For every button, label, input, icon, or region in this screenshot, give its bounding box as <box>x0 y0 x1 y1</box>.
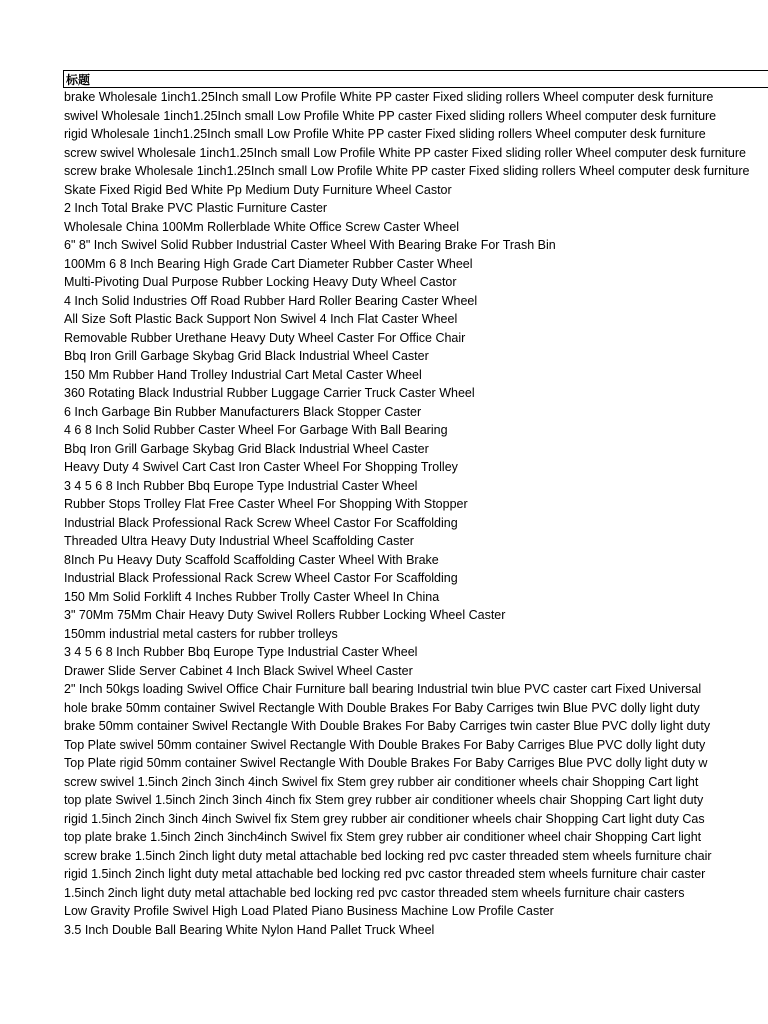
table-row[interactable]: 3 4 5 6 8 Inch Rubber Bbq Europe Type Industrial Caster Wheel <box>64 478 418 493</box>
table-row[interactable]: brake 50mm container Swivel Rectangle With Double Brakes For Baby Carriges twin caster Blue PVC dolly light duty <box>64 719 711 733</box>
table-row[interactable]: screw brake 1.5inch 2inch light duty metal attachable bed locking red pvc caster threaded stem wheels furniture chair <box>64 848 712 863</box>
table-row[interactable]: Industrial Black Professional Rack Screw Wheel Castor For Scaffolding <box>64 515 458 530</box>
table-row[interactable]: rigid 1.5inch 2inch light duty metal attachable bed locking red pvc castor threaded stem wheels furniture chair caster <box>64 867 706 881</box>
table-row[interactable]: hole brake 50mm container Swivel Rectangle With Double Brakes For Baby Carriges twin Blue PVC dolly light duty <box>64 700 700 715</box>
table-row[interactable]: 2 Inch Total Brake PVC Plastic Furniture Caster <box>64 201 328 215</box>
table-row[interactable]: screw swivel Wholesale 1inch1.25Inch small Low Profile White PP caster Fixed sliding roller Wheel computer desk furniture <box>64 145 746 160</box>
table-row[interactable]: 150mm industrial metal casters for rubber trolleys <box>64 626 338 641</box>
table-row[interactable]: screw swivel 1.5inch 2inch 3inch 4inch Swivel fix Stem grey rubber air conditioner wheels chair Shopping Cart light <box>64 774 699 789</box>
table-row[interactable]: rigid Wholesale 1inch1.25Inch small Low Profile White PP caster Fixed sliding rollers Wheel computer desk furniture <box>64 127 706 141</box>
spreadsheet <box>63 70 768 939</box>
table-row[interactable]: 6 Inch Garbage Bin Rubber Manufacturers Black Stopper Caster <box>64 404 422 419</box>
table-row[interactable]: 8Inch Pu Heavy Duty Scaffold Scaffolding Caster Wheel With Brake <box>64 552 439 567</box>
table-row[interactable]: Rubber Stops Trolley Flat Free Caster Wheel For Shopping With Stopper <box>64 497 468 511</box>
table-row[interactable]: Top Plate swivel 50mm container Swivel Rectangle With Double Brakes For Baby Carriges Blue PVC dolly light duty <box>64 737 706 752</box>
table-row[interactable]: Threaded Ultra Heavy Duty Industrial Wheel Scaffolding Caster <box>64 534 414 548</box>
table-row[interactable]: Wholesale China 100Mm Rollerblade White Office Screw Caster Wheel <box>64 219 460 234</box>
table-row[interactable]: swivel Wholesale 1inch1.25Inch small Low Profile White PP caster Fixed sliding rollers Wheel computer desk furniture <box>64 108 717 123</box>
table-row[interactable]: 2" Inch 50kgs loading Swivel Office Chair Furniture ball bearing Industrial twin blue PVC caster cart Fixed Universal <box>64 682 702 696</box>
table-row[interactable]: 360 Rotating Black Industrial Rubber Luggage Carrier Truck Caster Wheel <box>64 386 475 400</box>
table-row[interactable]: Multi-Pivoting Dual Purpose Rubber Locking Heavy Duty Wheel Castor <box>64 275 457 289</box>
table-row[interactable]: All Size Soft Plastic Back Support Non Swivel 4 Inch Flat Caster Wheel <box>64 312 458 326</box>
table-row[interactable]: 1.5inch 2inch light duty metal attachable bed locking red pvc castor threaded stem wheels furniture chair casters <box>64 885 685 900</box>
table-row[interactable]: 6" 8" Inch Swivel Solid Rubber Industrial Caster Wheel With Bearing Brake For Trash Bin <box>64 238 556 252</box>
table-row[interactable]: Drawer Slide Server Cabinet 4 Inch Black Swivel Wheel Caster <box>64 663 413 678</box>
table-row[interactable]: Removable Rubber Urethane Heavy Duty Wheel Caster For Office Chair <box>64 330 466 345</box>
table-row[interactable]: Low Gravity Profile Swivel High Load Plated Piano Business Machine Low Profile Caster <box>64 904 554 918</box>
table-row[interactable]: 150 Mm Rubber Hand Trolley Industrial Cart Metal Caster Wheel <box>64 367 422 382</box>
table-row[interactable]: Skate Fixed Rigid Bed White Pp Medium Duty Furniture Wheel Castor <box>64 182 452 197</box>
table-row[interactable]: 150 Mm Solid Forklift 4 Inches Rubber Trolly Caster Wheel In China <box>64 589 440 604</box>
table-row[interactable]: brake Wholesale 1inch1.25Inch small Low Profile White PP caster Fixed sliding rollers Wheel computer desk furniture <box>64 90 714 104</box>
table-row[interactable]: 4 Inch Solid Industries Off Road Rubber Hard Roller Bearing Caster Wheel <box>64 293 478 308</box>
column-header[interactable]: 标题 <box>63 70 768 88</box>
table-row[interactable]: rigid 1.5inch 2inch 3inch 4inch Swivel fix Stem grey rubber air conditioner wheels chair Shopping Cart light duty Cas <box>64 811 705 826</box>
table-row[interactable]: Top Plate rigid 50mm container Swivel Rectangle With Double Brakes For Baby Carriges Blue PVC dolly light duty w <box>64 756 708 770</box>
table-row[interactable]: top plate Swivel 1.5inch 2inch 3inch 4inch fix Stem grey rubber air conditioner wheels chair Shopping Cart light duty <box>64 793 704 807</box>
table-row[interactable]: 3" 70Mm 75Mm Chair Heavy Duty Swivel Rollers Rubber Locking Wheel Caster <box>64 608 506 622</box>
table-row[interactable]: screw brake Wholesale 1inch1.25Inch small Low Profile White PP caster Fixed sliding rollers Wheel computer desk furniture <box>64 164 750 178</box>
table-row[interactable]: top plate brake 1.5inch 2inch 3inch4inch Swivel fix Stem grey rubber air conditioner wheel chair Shopping Cart light <box>64 830 702 844</box>
table-row[interactable]: Heavy Duty 4 Swivel Cart Cast Iron Caster Wheel For Shopping Trolley <box>64 460 458 474</box>
table-row[interactable]: Bbq Iron Grill Garbage Skybag Grid Black Industrial Wheel Caster <box>64 349 429 363</box>
table-row[interactable]: 4 6 8 Inch Solid Rubber Caster Wheel For Garbage With Ball Bearing <box>64 423 448 437</box>
table-row[interactable]: Bbq Iron Grill Garbage Skybag Grid Black Industrial Wheel Caster <box>64 441 429 456</box>
table-row[interactable]: 100Mm 6 8 Inch Bearing High Grade Cart Diameter Rubber Caster Wheel <box>64 256 473 271</box>
table-row[interactable]: Industrial Black Professional Rack Screw Wheel Castor For Scaffolding <box>64 571 458 585</box>
table-row[interactable]: 3 4 5 6 8 Inch Rubber Bbq Europe Type Industrial Caster Wheel <box>64 645 418 659</box>
product-title-list <box>63 88 768 939</box>
table-row[interactable]: 3.5 Inch Double Ball Bearing White Nylon Hand Pallet Truck Wheel <box>64 922 435 937</box>
